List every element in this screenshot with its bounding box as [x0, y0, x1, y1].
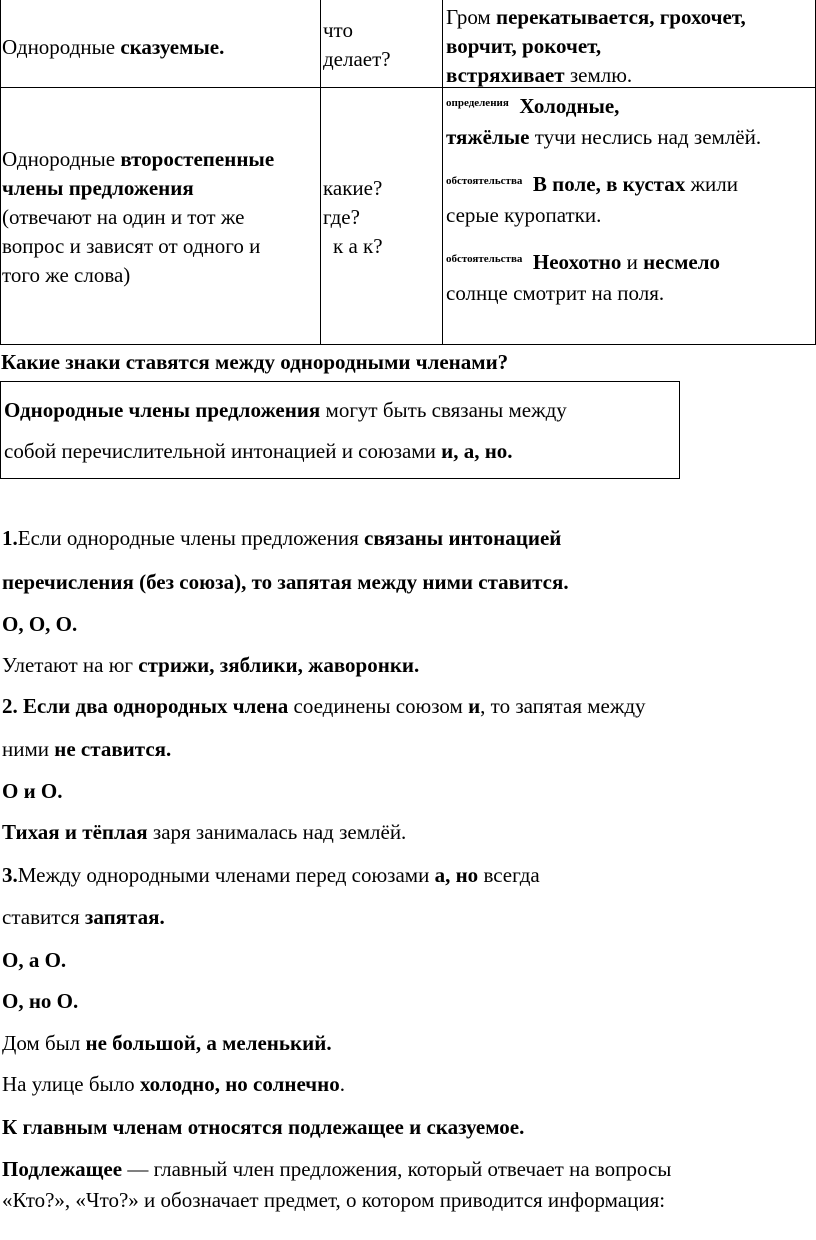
- term-bold: Подлежащее: [2, 1157, 123, 1181]
- rule-2-scheme: [2, 779, 63, 804]
- rule-bold: 2. Если два однородных члена: [2, 694, 289, 718]
- column-divider: [442, 87, 443, 344]
- rule-text: , то запятая между: [480, 694, 646, 718]
- question-text: где?: [323, 205, 360, 229]
- heading-text: К главным членам относятся подлежащее и сказуемое.: [2, 1115, 525, 1139]
- rule-text: ставится: [2, 905, 85, 929]
- definition-plain: «Кто?», «Что?» и обозначает предмет, о котором приводится информация:: [2, 1188, 666, 1212]
- rule-3-example-2: [2, 1072, 345, 1097]
- example-bold: встряхивает: [446, 63, 565, 87]
- example-bold: Неохотно: [532, 250, 622, 274]
- example-text: Гром: [446, 5, 496, 29]
- example-text: жили: [685, 172, 738, 196]
- rule-number: 1.: [2, 526, 18, 550]
- scheme-text: О и О.: [2, 779, 63, 803]
- rule-number: 3.: [2, 863, 18, 887]
- definition-plain: — главный член предложения, который отвечает на вопросы: [122, 1157, 672, 1181]
- superscript-label: обстоятельства: [446, 175, 523, 187]
- example-text: .: [339, 1072, 345, 1096]
- definition-plain: могут быть связаны между: [320, 398, 567, 422]
- example-bold: стрижи, зяблики, жаворонки.: [138, 653, 420, 677]
- superscript-label: определения: [446, 97, 509, 109]
- cell-text: Однородные: [2, 35, 121, 59]
- rule-1-scheme: [2, 612, 77, 637]
- example-text: Дом был: [2, 1031, 86, 1055]
- example-text: Улетают на юг: [2, 653, 139, 677]
- subject-line-1: [2, 1157, 671, 1182]
- scheme-text: О, О, О.: [2, 612, 78, 636]
- rule-bold: связаны интонацией: [364, 526, 562, 550]
- row1-question-cell: [323, 16, 391, 74]
- example-text: заря занималась над землёй.: [147, 820, 407, 844]
- rule-bold: запятая.: [84, 905, 165, 929]
- rule-3-line-2: [2, 905, 165, 930]
- rule-bold: а, но: [434, 863, 479, 887]
- section-heading: [1, 350, 508, 375]
- rule-text: всегда: [478, 863, 540, 887]
- question-text: какие?: [323, 176, 383, 200]
- example-text: и: [621, 250, 644, 274]
- example-bold: тяжёлые: [446, 125, 530, 149]
- question-text: делает?: [323, 47, 391, 71]
- column-divider: [320, 0, 321, 87]
- cell-text: (отвечают на один и тот же: [2, 205, 245, 229]
- rule-text: Если однородные члены предложения: [17, 526, 365, 550]
- rule-2-line-2: [2, 737, 171, 762]
- cell-text: Однородные: [2, 147, 121, 171]
- example-bold: перекатывается, грохочет,: [495, 5, 746, 29]
- main-members-heading: [2, 1115, 524, 1140]
- example-bold: Холодные,: [519, 94, 620, 118]
- heading-text: Какие знаки ставятся между однородными членами?: [1, 350, 509, 374]
- rule-1-example: [2, 653, 419, 678]
- rule-bold: не ставится.: [54, 737, 172, 761]
- example-bold: холодно, но солнечно: [139, 1072, 340, 1096]
- question-text: к а к?: [333, 234, 383, 258]
- example-text: На улице было: [2, 1072, 140, 1096]
- cell-text: того же слова): [2, 263, 131, 287]
- example-text: землю.: [564, 63, 633, 87]
- rule-2-line-1: [2, 694, 646, 719]
- rule-text: Между однородными членами перед союзами: [17, 863, 435, 887]
- row2-example-cell: [446, 91, 761, 309]
- example-bold: Тихая и тёплая: [2, 820, 148, 844]
- rule-bold: перечисления (без союза), то запятая между ними ставится.: [2, 570, 569, 594]
- example-text: серые куропатки.: [446, 203, 602, 227]
- column-divider: [442, 0, 443, 87]
- example-bold: не большой, а меленький.: [85, 1031, 332, 1055]
- cell-text: вопрос и зависят от одного и: [2, 234, 261, 258]
- table-row: [0, 0, 816, 88]
- cell-bold-text: второстепенные: [120, 147, 275, 171]
- rule-1-line-1: [2, 526, 561, 551]
- definition-box: [0, 381, 680, 479]
- rule-bold: и: [468, 694, 481, 718]
- row1-example-cell: [446, 3, 746, 90]
- rule-3-scheme-no: [2, 989, 78, 1014]
- row1-type-cell: [2, 33, 224, 62]
- example-text: солнце смотрит на поля.: [446, 281, 665, 305]
- definition-text: [4, 390, 567, 472]
- rule-1-line-2: [2, 570, 569, 595]
- example-bold: В поле, в кустах: [532, 172, 686, 196]
- rule-2-example: [2, 820, 406, 845]
- example-bold: несмело: [643, 250, 721, 274]
- table-row: [0, 87, 816, 345]
- cell-bold-text: члены предложения: [2, 176, 194, 200]
- question-text: что: [323, 18, 353, 42]
- definition-bold: и, а, но.: [441, 439, 513, 463]
- example-text: тучи неслись над землёй.: [529, 125, 762, 149]
- rule-3-example-1: [2, 1031, 332, 1056]
- rule-3-scheme-a: [2, 948, 66, 973]
- row2-question-cell: [323, 174, 383, 261]
- subject-line-2: [2, 1188, 665, 1213]
- rule-text: ними: [2, 737, 55, 761]
- scheme-text: О, но О.: [2, 989, 79, 1013]
- definition-plain: собой перечислительной интонацией и союзами: [4, 439, 442, 463]
- definition-bold: Однородные члены предложения: [4, 398, 321, 422]
- superscript-label: обстоятельства: [446, 253, 523, 265]
- rule-text: соединены союзом: [288, 694, 469, 718]
- row2-type-cell: [2, 145, 274, 290]
- cell-bold-text: сказуемые.: [120, 35, 225, 59]
- rule-3-line-1: [2, 863, 540, 888]
- scheme-text: О, а О.: [2, 948, 67, 972]
- column-divider: [320, 87, 321, 344]
- example-bold: ворчит, рокочет,: [446, 34, 602, 58]
